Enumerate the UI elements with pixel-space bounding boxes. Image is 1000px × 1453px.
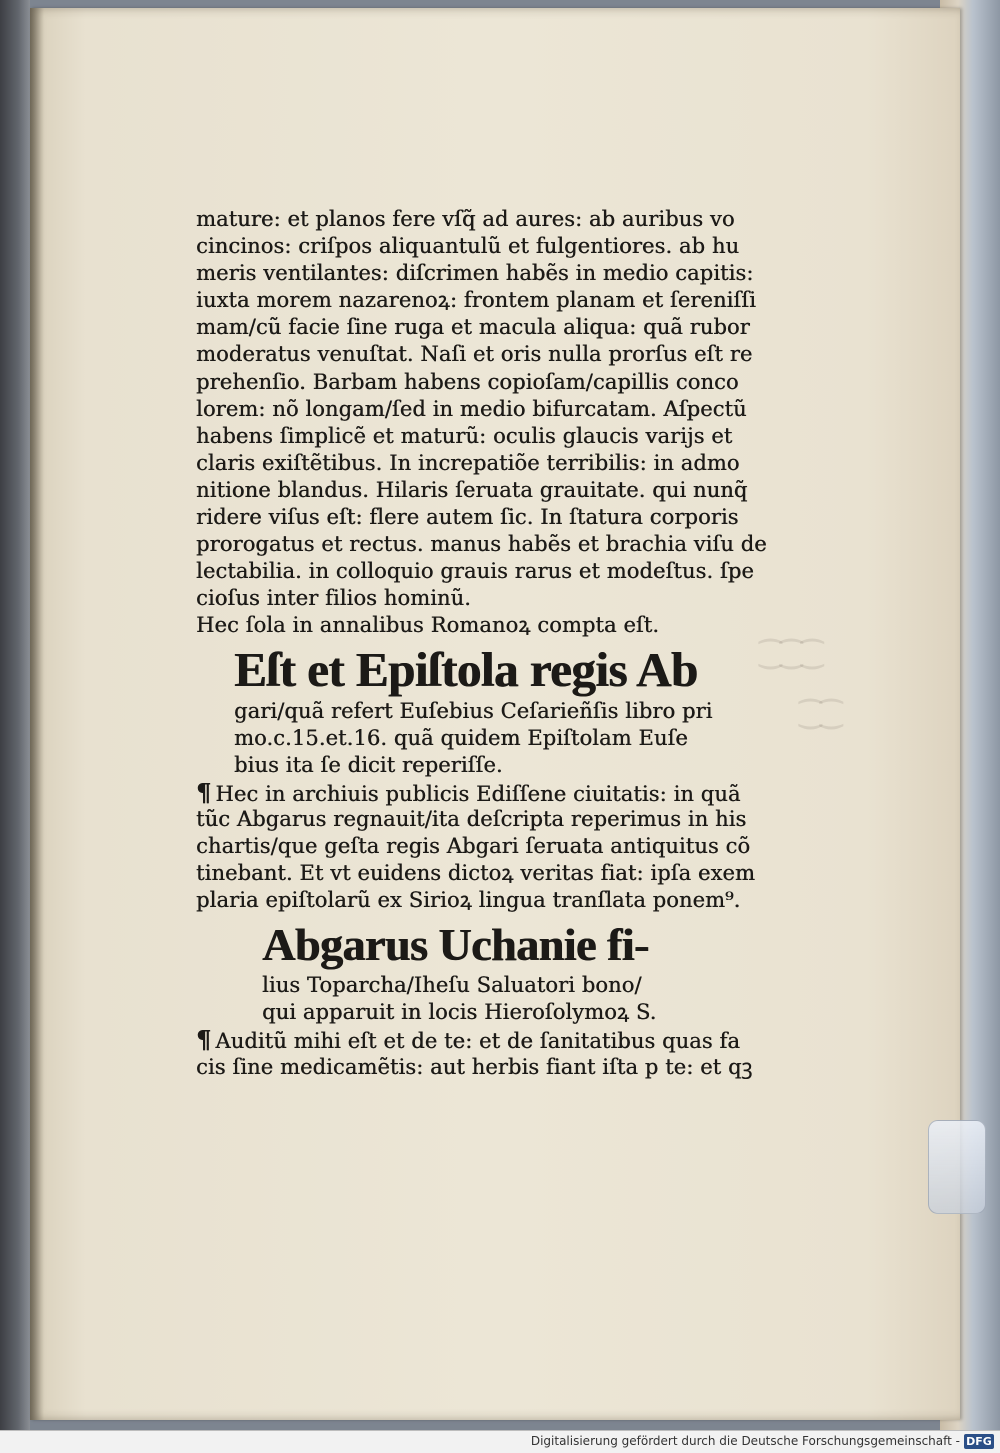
dfg-logo: DFG <box>964 1434 994 1449</box>
text-line: moderatus venuſtat. Naſi et oris nulla prorſus eſt re <box>196 342 753 367</box>
heading-continuation-line: mo.c.15.et.16. quã quidem Epiſtolam Euſe <box>234 725 688 750</box>
text-line-content: Auditũ mihi eſt et de te: et de ſanitatibus quas fa <box>215 1029 740 1054</box>
show-through-texture: ⁐⁐⁐ <box>760 640 823 670</box>
text-line <box>196 779 828 806</box>
show-through-texture: ⁐⁐ <box>800 700 842 730</box>
text-line: nitione blandus. Hilaris ſeruata grauitate. qui nunq̃ <box>196 477 748 502</box>
text-line: plaria epiſtolarũ ex Sirioꝝ lingua tranſlata ponem⁹. <box>196 888 741 913</box>
text-line: iuxta morem nazarenoꝝ: frontem planam et ſereniſſi <box>196 288 756 313</box>
text-line: cioſus inter filios hominũ. <box>196 586 471 611</box>
text-line <box>196 1026 828 1053</box>
heading-continuation-line: bius ita ſe dicit reperiſſe. <box>234 752 503 777</box>
heading-continuation-line: qui apparuit in locis Hieroſolymoꝝ S. <box>262 1000 657 1025</box>
text-line: tinebant. Et vt euidens dictoꝝ veritas fiat: ipſa exem <box>196 861 755 886</box>
text-line: ridere viſus eſt: flere autem ſic. In ſtatura corporis <box>196 505 739 530</box>
heading-continuation-line: gari/quã refert Euſebius Ceſarieñſis libro pri <box>234 698 713 723</box>
footer-credit: Digitalisierung gefördert durch die Deutsche Forschungsgemeinschaft - <box>530 1434 960 1448</box>
page-gutter-shadow <box>30 8 44 1420</box>
text-line: chartis/que geſta regis Abgari ſeruata antiquitus cõ <box>196 833 751 858</box>
text-line-content: Hec in archiuis publicis Ediſſene ciuitatis: in quã <box>215 781 741 806</box>
footer-bar <box>0 1430 1000 1453</box>
pilcrow-mark: ¶ <box>196 778 212 806</box>
text-line: Hec ſola in annalibus Romanoꝝ compta eſt. <box>196 613 660 638</box>
text-line: lectabilia. in colloquio grauis rarus et modeſtus. ſpe <box>196 559 754 584</box>
text-line: prehenſio. Barbam habens copioſam/capillis conco <box>196 369 739 394</box>
printed-text-block <box>196 206 828 1081</box>
book-cover-edge <box>0 0 30 1430</box>
text-line: habens ſimplicẽ et maturũ: oculis glaucis varijs et <box>196 423 733 448</box>
text-line: prorogatus et rectus. manus habẽs et brachia viſu de <box>196 532 767 557</box>
text-line: claris exiſtẽtibus. In increpatiõe terribilis: in admo <box>196 450 740 475</box>
text-line: mam/cũ facie ſine ruga et macula aliqua: quã rubor <box>196 315 750 340</box>
text-line: lorem: nõ longam/ſed in medio bifurcatam. Aſpectũ <box>196 396 747 421</box>
text-line: cis ſine medicamẽtis: aut herbis fiant iſta p te: et qꝫ <box>196 1054 753 1079</box>
text-line: mature: et planos fere vſq̃ ad aures: ab auribus vo <box>196 207 735 231</box>
text-line: meris ventilantes: diſcrimen habẽs in medio capitis: <box>196 261 754 286</box>
epistle-heading: Eſt et Epiſtola regis Ab <box>234 641 698 697</box>
pilcrow-mark: ¶ <box>196 1026 212 1054</box>
text-line: tũc Abgarus regnauit/ita deſcripta reperimus in his <box>196 806 747 831</box>
text-line: cincinos: criſpos aliquantulũ et fulgentiores. ab hu <box>196 234 740 259</box>
page-clip <box>928 1120 986 1214</box>
heading-continuation-line: lius Toparcha/Iheſu Saluatori bono/ <box>262 973 642 998</box>
letter-heading: Abgarus Uchanie fi- <box>262 919 649 971</box>
